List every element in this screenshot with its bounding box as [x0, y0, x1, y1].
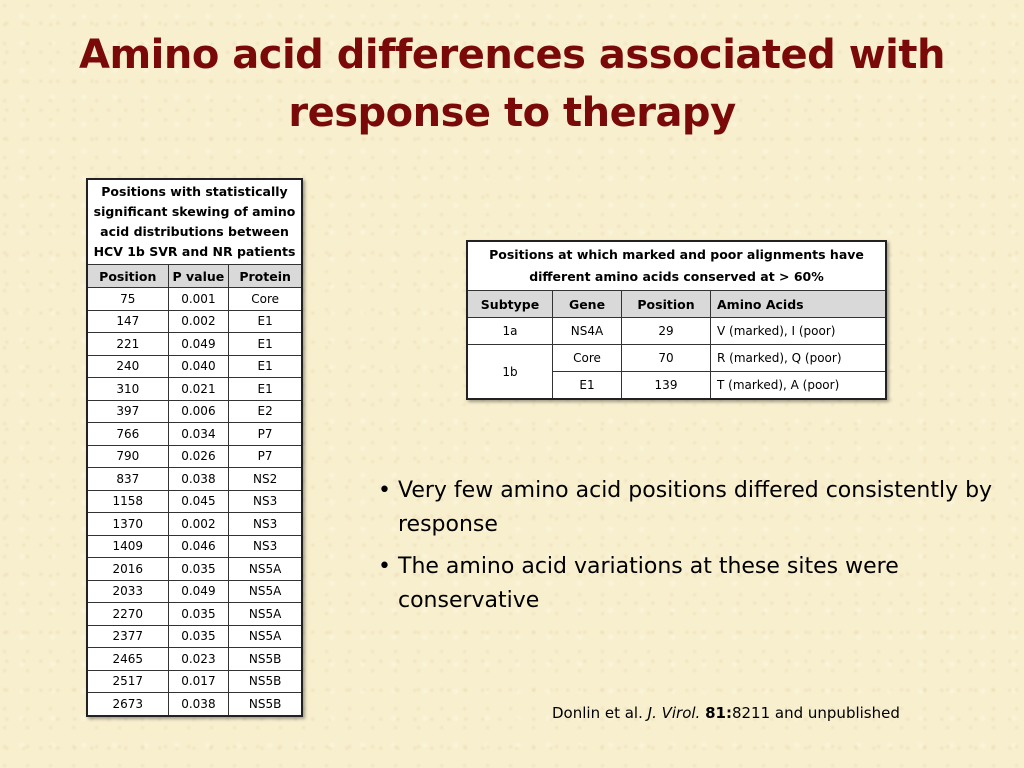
citation — [552, 704, 900, 722]
table1-protein-cell: NS5B — [229, 693, 302, 716]
table1-protein-cell: E1 — [229, 355, 302, 378]
table1-protein-cell: NS3 — [229, 490, 302, 513]
table1-header-pvalue: P value — [168, 265, 229, 288]
table1-position-cell: 2270 — [87, 603, 168, 626]
table-row — [87, 513, 302, 536]
table1-protein-cell: E2 — [229, 400, 302, 423]
table1-protein-cell: E1 — [229, 378, 302, 401]
table1-header-protein: Protein — [229, 265, 302, 288]
table-row — [87, 310, 302, 333]
table1-position-cell: 2377 — [87, 625, 168, 648]
table-row — [87, 580, 302, 603]
bullet-list — [378, 474, 998, 626]
slide-title — [0, 26, 1024, 142]
table-row — [87, 625, 302, 648]
table2-position-cell: 139 — [622, 372, 711, 400]
title-line-1: Amino acid differences associated with — [79, 32, 945, 78]
table-row — [87, 693, 302, 716]
table1-position-cell: 766 — [87, 423, 168, 446]
table1-position-cell: 1370 — [87, 513, 168, 536]
table1-position-cell: 397 — [87, 400, 168, 423]
table-row — [87, 535, 302, 558]
table-row — [87, 445, 302, 468]
table1-position-cell: 2517 — [87, 670, 168, 693]
table1-protein-cell: E1 — [229, 333, 302, 356]
table1-position-cell: 1158 — [87, 490, 168, 513]
table1-protein-cell: NS2 — [229, 468, 302, 491]
alignment-differences-table — [466, 240, 887, 400]
table1-pvalue-cell: 0.017 — [168, 670, 229, 693]
table1-position-cell: 2673 — [87, 693, 168, 716]
table-row — [87, 288, 302, 311]
table1-pvalue-cell: 0.049 — [168, 333, 229, 356]
table-row — [467, 345, 886, 372]
title-line-2: response to therapy — [288, 90, 736, 136]
table1-pvalue-cell: 0.023 — [168, 648, 229, 671]
bullet-item — [378, 474, 998, 542]
table-row — [87, 490, 302, 513]
table-row — [87, 400, 302, 423]
table1-protein-cell: NS5A — [229, 580, 302, 603]
table1-pvalue-cell: 0.035 — [168, 625, 229, 648]
table2-header-amino-acids: Amino Acids — [711, 291, 887, 318]
table1-protein-cell: NS3 — [229, 513, 302, 536]
table1-protein-cell: NS3 — [229, 535, 302, 558]
table1-position-cell: 1409 — [87, 535, 168, 558]
table1-body — [87, 288, 302, 716]
table1-protein-cell: NS5B — [229, 648, 302, 671]
table2-amino-acids-cell: V (marked), I (poor) — [711, 318, 887, 345]
table1-pvalue-cell: 0.001 — [168, 288, 229, 311]
table1-position-cell: 2016 — [87, 558, 168, 581]
table1-position-cell: 2033 — [87, 580, 168, 603]
table1-pvalue-cell: 0.002 — [168, 513, 229, 536]
bullet-item — [378, 550, 998, 618]
table1-pvalue-cell: 0.038 — [168, 468, 229, 491]
table-row — [87, 670, 302, 693]
table1-protein-cell: P7 — [229, 423, 302, 446]
table1-protein-cell: E1 — [229, 310, 302, 333]
table2-caption: Positions at which marked and poor alignments have different amino acids conserved at > 60% — [467, 241, 886, 291]
table1-position-cell: 790 — [87, 445, 168, 468]
citation-pages: 8211 and unpublished — [731, 704, 900, 722]
table2-position-cell: 70 — [622, 345, 711, 372]
table1-protein-cell: NS5A — [229, 603, 302, 626]
table1-position-cell: 75 — [87, 288, 168, 311]
table1-protein-cell: NS5B — [229, 670, 302, 693]
table1-pvalue-cell: 0.040 — [168, 355, 229, 378]
table-row — [467, 318, 886, 345]
table-row — [87, 603, 302, 626]
table1-pvalue-cell: 0.026 — [168, 445, 229, 468]
table1-pvalue-cell: 0.046 — [168, 535, 229, 558]
table1-pvalue-cell: 0.021 — [168, 378, 229, 401]
table1-position-cell: 240 — [87, 355, 168, 378]
table1-position-cell: 837 — [87, 468, 168, 491]
table2-subtype-cell: 1b — [467, 345, 553, 400]
table1-protein-cell: NS5A — [229, 558, 302, 581]
table2-gene-cell: E1 — [553, 372, 622, 400]
table2-header-subtype: Subtype — [467, 291, 553, 318]
table1-position-cell: 221 — [87, 333, 168, 356]
table2-amino-acids-cell: R (marked), Q (poor) — [711, 345, 887, 372]
significant-positions-table — [86, 178, 303, 717]
table-row — [87, 333, 302, 356]
table2-amino-acids-cell: T (marked), A (poor) — [711, 372, 887, 400]
citation-authors: Donlin et al. — [552, 704, 643, 722]
table2-header-gene: Gene — [553, 291, 622, 318]
citation-journal: J. Virol. — [647, 704, 701, 722]
table1-pvalue-cell: 0.006 — [168, 400, 229, 423]
table1-pvalue-cell: 0.045 — [168, 490, 229, 513]
table1-position-cell: 310 — [87, 378, 168, 401]
table-row — [87, 558, 302, 581]
table2-gene-cell: NS4A — [553, 318, 622, 345]
table-row — [87, 648, 302, 671]
table1-pvalue-cell: 0.034 — [168, 423, 229, 446]
table1-position-cell: 147 — [87, 310, 168, 333]
table-row — [87, 423, 302, 446]
table1-protein-cell: P7 — [229, 445, 302, 468]
table1-pvalue-cell: 0.038 — [168, 693, 229, 716]
table2-position-cell: 29 — [622, 318, 711, 345]
table1-pvalue-cell: 0.049 — [168, 580, 229, 603]
table1-pvalue-cell: 0.035 — [168, 558, 229, 581]
table1-caption: Positions with statistically significant skewing of amino acid distributions between HCV 1b SVR and NR patients — [87, 179, 302, 265]
table2-subtype-cell: 1a — [467, 318, 553, 345]
table-row — [87, 355, 302, 378]
table1-header-position: Position — [87, 265, 168, 288]
table-row — [87, 378, 302, 401]
table1-pvalue-cell: 0.035 — [168, 603, 229, 626]
citation-volume: 81: — [705, 704, 732, 722]
bullet-text: Very few amino acid positions differed consistently by response — [398, 478, 993, 537]
table-row — [87, 468, 302, 491]
table1-pvalue-cell: 0.002 — [168, 310, 229, 333]
bullet-text: The amino acid variations at these sites were conservative — [398, 554, 899, 613]
table1-protein-cell: Core — [229, 288, 302, 311]
table2-gene-cell: Core — [553, 345, 622, 372]
table1-position-cell: 2465 — [87, 648, 168, 671]
bullet-glyph: • — [378, 478, 391, 503]
table1-protein-cell: NS5A — [229, 625, 302, 648]
table2-header-position: Position — [622, 291, 711, 318]
bullet-glyph: • — [378, 554, 391, 579]
